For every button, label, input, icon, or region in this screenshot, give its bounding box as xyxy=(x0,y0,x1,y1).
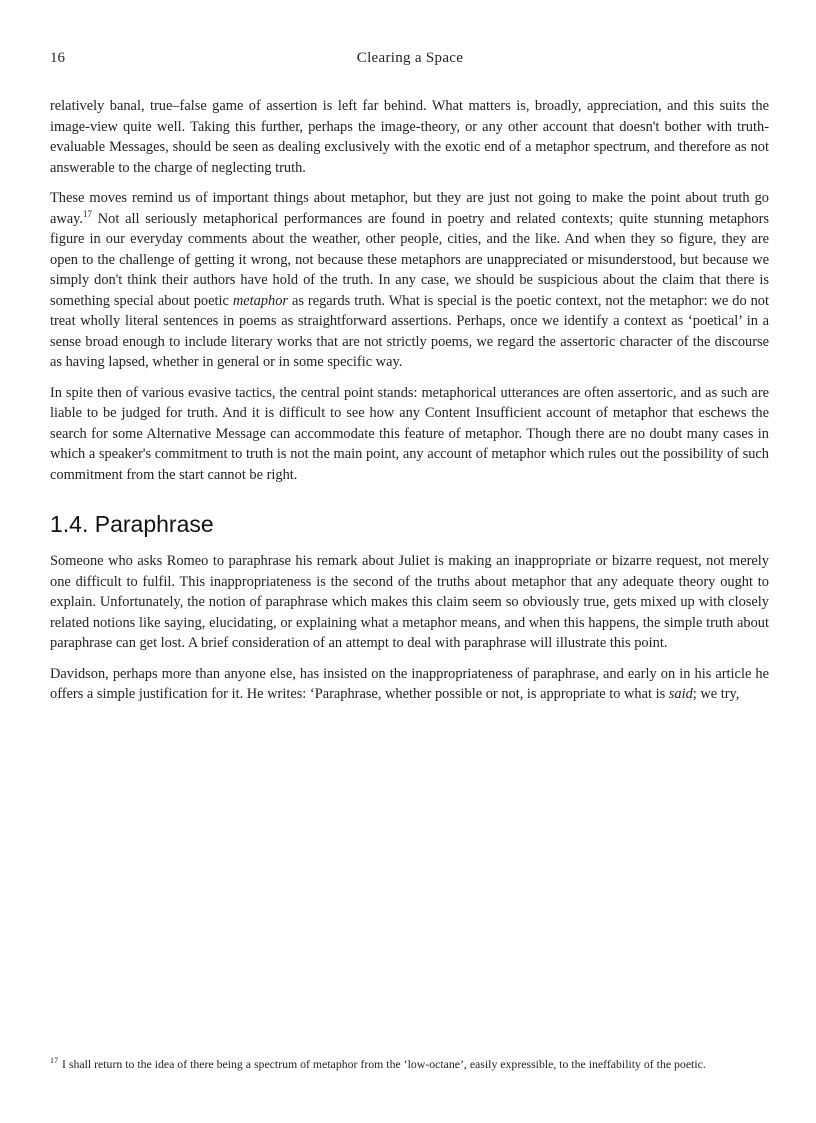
footnote-text: I shall return to the idea of there being a spectrum of metaphor from the ‘low-octane’, easily expressible, to the ineffability of the poetic. xyxy=(62,1057,706,1071)
main-text xyxy=(50,96,769,715)
footnote xyxy=(50,1056,780,1072)
running-title: Clearing a Space xyxy=(356,50,464,66)
paragraph-2 xyxy=(50,188,769,373)
paragraph-2-text-end: as regards truth. What is special is the poetic context, not the metaphor: we do not treat wholly literal sentences in poems as straightforward assertions. Perhaps, once we identify a context as ‘poetical’ in a sense broad enough to include literary works that are not strictly poems, we regard the assertoric character of the discourse as having lapsed, whether in general or in some specific way. xyxy=(50,292,769,370)
emphasis-said: said xyxy=(668,686,693,702)
footnote-reference: 17 xyxy=(83,208,93,219)
paragraph-5-text: Davidson, perhaps more than anyone else, has insisted on the inappropriateness of paraphrase, and early on in his article he offers a simple justification for it. He writes: ‘Paraphrase, whether possible or not, is appropriate to what is xyxy=(50,665,769,702)
paragraph-5 xyxy=(50,664,769,705)
paragraph-1: relatively banal, true–false game of assertion is left far behind. What matters is, broadly, appreciation, and this suits the image-view quite well. Taking this further, perhaps the image-theory, or any other account that doesn't bother with truth- evaluable Messages, should be seen as dealing exclusively with the exotic end of a metaphor spectrum, and therefore as not answerable to the charge of neglecting truth. xyxy=(50,98,769,176)
section-heading: 1.4. Paraphrase xyxy=(50,511,214,537)
emphasis-metaphor: metaphor xyxy=(232,292,289,309)
paragraph-2-text-cont: Not all seriously metaphorical performances are found in poetry and related contexts; quite stunning metaphors figure in our everyday comments about the weather, other people, cities, and the like. And when they so figure, they are open to the challenge of getting it wrong, not because these metaphors are unappreciated or misunderstood, but because we simply don't think their authors have hold of the truth. In any case, we should be suspicious about the claim that there is something special about poetic xyxy=(50,210,769,309)
footnote-number: 17 xyxy=(50,1056,58,1065)
page-number: 16 xyxy=(50,50,65,66)
paragraph-4: Someone who asks Romeo to paraphrase his remark about Juliet is making an inappropriate or bizarre request, not merely one difficult to fulfil. This inappropriateness is the second of the truths about metaphor that any adequate theory ought to explain. Unfortunately, the notion of paraphrase which makes this claim seem so obviously true, gets mixed up with closely related notions like saying, elucidating, or explaining what a metaphor means, and when this happens, the simple truth about paraphrase can get lost. A brief consideration of an attempt to deal with paraphrase will illustrate this point. xyxy=(50,553,769,651)
paragraph-3: In spite then of various evasive tactics, the central point stands: metaphorical utterances are often assertoric, and as such are liable to be judged for truth. And it is difficult to see how any Content Insufficient account of metaphor that eschews the search for some Alternative Message can accommodate this feature of metaphor. Though there are no doubt many cases in which a speaker's commitment to truth is not the main point, any account of metaphor which rules out the possibility of such commitment from the start cannot be right. xyxy=(50,384,769,483)
paragraph-5-text-end: ; we try, xyxy=(692,686,740,702)
paragraph-2-text: These moves remind us of important things about metaphor, but they are just not going to make the point about truth go away. xyxy=(50,190,769,227)
